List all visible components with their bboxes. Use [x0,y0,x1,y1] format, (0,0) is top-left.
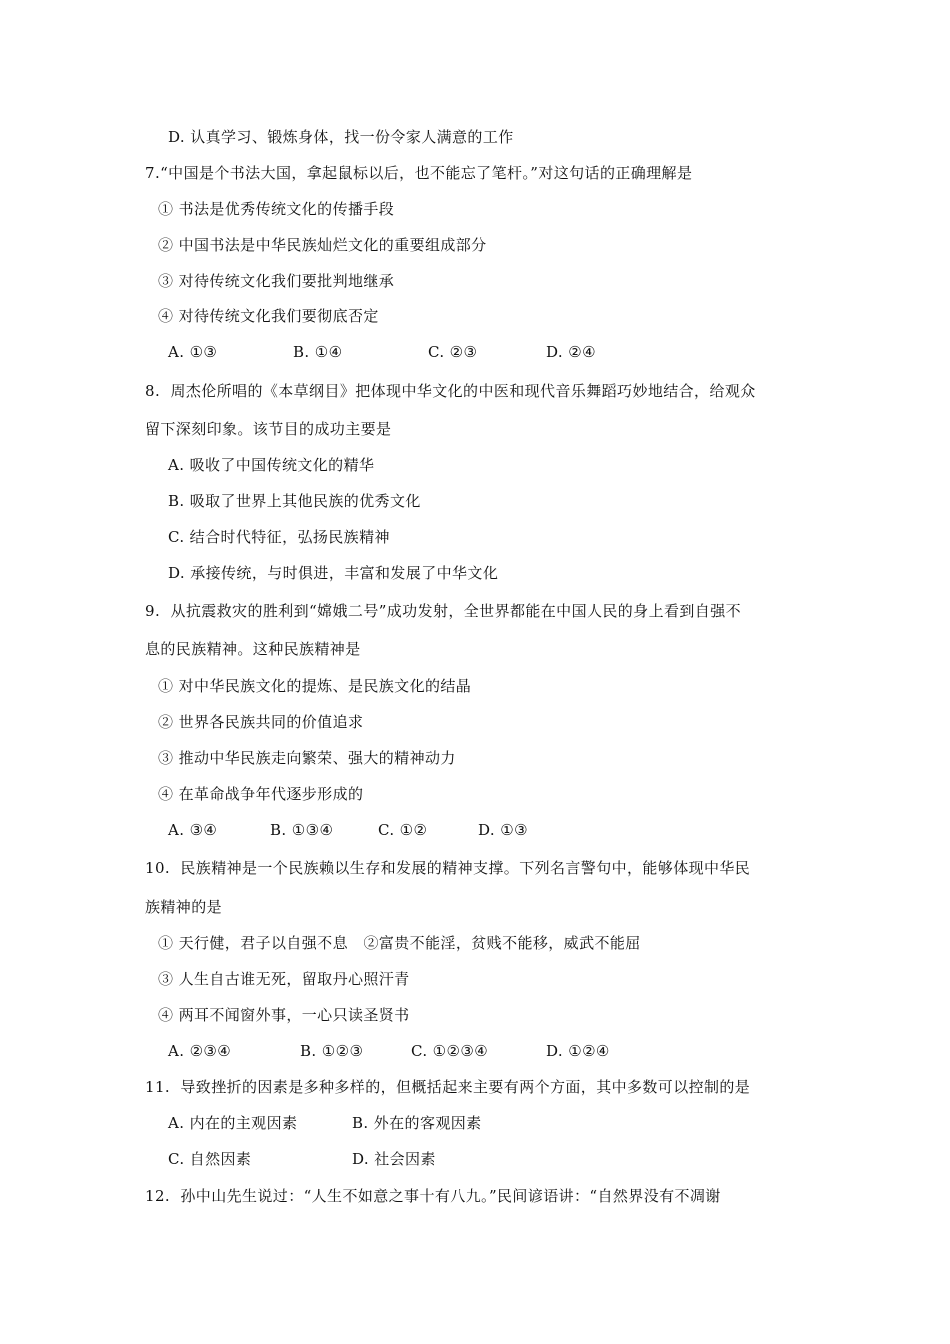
q7-option-c: C. ②③ [428,343,478,361]
q10-stem: 10. 民族精神是一个民族赖以生存和发展的精神支撑。下列名言警句中，能够体现中华民 [145,859,751,877]
q8-option-d: D. 承接传统，与时俱进，丰富和发展了中华文化 [168,564,499,582]
q7-item-1: ① 书法是优秀传统文化的传播手段 [158,200,395,218]
q10-stem-cont: 族精神的是 [145,898,223,916]
q10-option-b: B. ①②③ [300,1042,364,1060]
q8-stem: 8. 周杰伦所唱的《本草纲目》把体现中华文化的中医和现代音乐舞蹈巧妙地结合，给观众 [145,382,756,400]
q11-option-a: A. 内在的主观因素 [168,1114,298,1132]
q11-stem: 11. 导致挫折的因素是多种多样的，但概括起来主要有两个方面，其中多数可以控制的是 [145,1078,751,1096]
q7-option-b: B. ①④ [293,343,343,361]
q10-item-1-2: ① 天行健，君子以自强不息 ②富贵不能淫，贫贱不能移，威武不能屈 [158,934,641,952]
q8-stem-cont: 留下深刻印象。该节目的成功主要是 [145,420,392,438]
q7-item-3: ③ 对待传统文化我们要批判地继承 [158,272,395,290]
q10-item-4: ④ 两耳不闻窗外事，一心只读圣贤书 [158,1006,410,1024]
q9-item-4: ④ 在革命战争年代逐步形成的 [158,785,364,803]
q7-option-a: A. ①③ [168,343,218,361]
q8-option-c: C. 结合时代特征，弘扬民族精神 [168,528,390,546]
q9-option-b: B. ①③④ [270,821,334,839]
q9-stem-cont: 息的民族精神。这种民族精神是 [145,640,361,658]
q9-item-1: ① 对中华民族文化的提炼、是民族文化的结晶 [158,677,472,695]
q9-item-3: ③ 推动中华民族走向繁荣、强大的精神动力 [158,749,456,767]
q7-item-4: ④ 对待传统文化我们要彻底否定 [158,307,379,325]
q11-option-b: B. 外在的客观因素 [352,1114,482,1132]
q9-item-2: ② 世界各民族共同的价值追求 [158,713,364,731]
q11-option-c: C. 自然因素 [168,1150,252,1168]
q7-option-d: D. ②④ [546,343,596,361]
q12-stem: 12. 孙中山先生说过：“人生不如意之事十有八九。”民间谚语讲：“自然界没有不凋谢 [145,1187,721,1205]
q10-option-d: D. ①②④ [546,1042,610,1060]
q7-stem: 7.“中国是个书法大国，拿起鼠标以后，也不能忘了笔杆。”对这句话的正确理解是 [145,164,693,182]
q8-option-b: B. 吸取了世界上其他民族的优秀文化 [168,492,421,510]
q10-option-c: C. ①②③④ [411,1042,489,1060]
q9-option-d: D. ①③ [478,821,528,839]
q9-stem: 9. 从抗震救灾的胜利到“嫦娥二号”成功发射，全世界都能在中国人民的身上看到自强不 [145,602,741,620]
q9-option-c: C. ①② [378,821,428,839]
q8-option-a: A. 吸收了中国传统文化的精华 [168,456,375,474]
q6-option-d: D. 认真学习、锻炼身体，找一份令家人满意的工作 [168,128,514,146]
q7-item-2: ② 中国书法是中华民族灿烂文化的重要组成部分 [158,236,487,254]
q9-option-a: A. ③④ [168,821,218,839]
q10-option-a: A. ②③④ [168,1042,232,1060]
q10-item-3: ③ 人生自古谁无死，留取丹心照汗青 [158,970,410,988]
q11-option-d: D. 社会因素 [352,1150,436,1168]
